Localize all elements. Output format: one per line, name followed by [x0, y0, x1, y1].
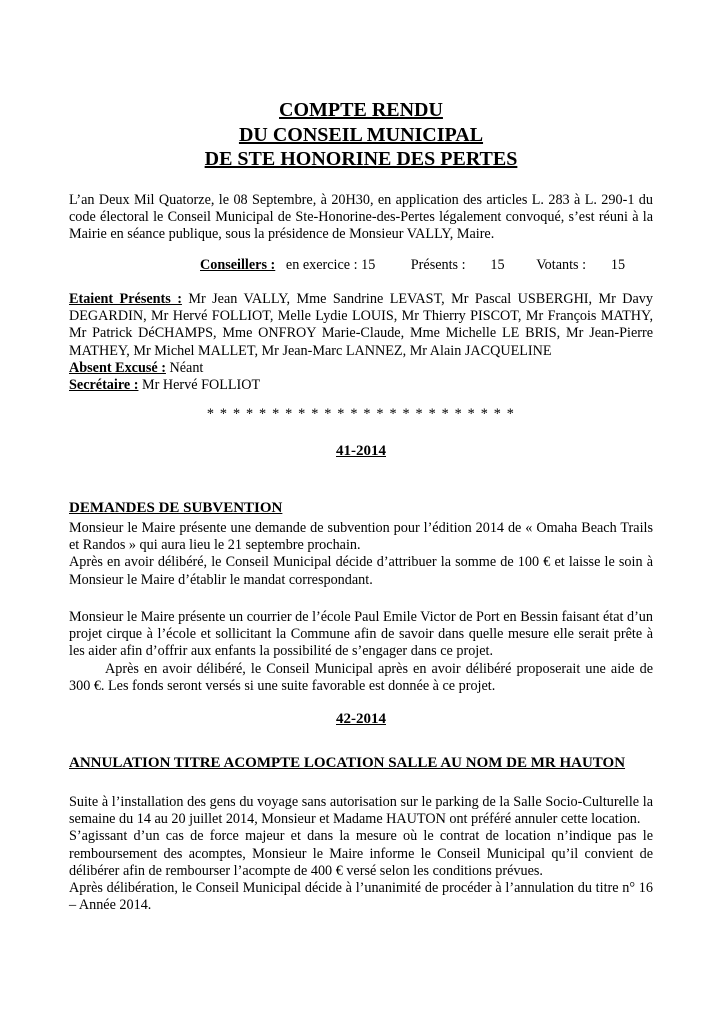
- present-count-label: Présents :: [410, 257, 466, 273]
- attendance-block: [69, 291, 653, 394]
- section-heading-subvention: DEMANDES DE SUBVENTION: [69, 500, 283, 516]
- subvention-paragraph-1: Monsieur le Maire présente une demande de subvention pour l’édition 2014 de « Omaha Beach Trails et Randos » qui aura lieu le 21 septembre prochain.: [69, 520, 653, 554]
- secretary: [69, 377, 653, 394]
- annulation-paragraph-1: Suite à l’installation des gens du voyage sans autorisation sur le parking de la Salle Socio-Culturelle la semaine du 14 au 20 juillet 2014, Monsieur et Madame HAUTON ont préféré annuler cette location.: [69, 794, 653, 828]
- councillors-label: Conseillers :: [200, 257, 276, 273]
- present-members-names: Mr Jean VALLY, Mme Sandrine LEVAST, Mr Pascal USBERGHI, Mr Davy DEGARDIN, Mr Hervé FOLLIOT, Melle Lydie LOUIS, Mr Thierry PISCOT, Mr François MATHY, Mr Patrick DéCHAMPS, Mme ONFROY Marie-Claude, Mme Michelle LE BRIS, Mr Jean-Pierre MATHEY, Mr Michel MALLET, Mr Jean-Marc LANNEZ, Mr Alain JACQUELINE: [69, 291, 653, 359]
- deliberation-number-42: 42-2014: [336, 711, 386, 727]
- present-count: 15: [490, 257, 505, 273]
- section-subvention-body: [69, 520, 653, 589]
- absent-members: [69, 360, 653, 377]
- annulation-paragraph-3: Après délibération, le Conseil Municipal décide à l’unanimité de procéder à l’annulation du titre n° 16 – Année 2014.: [69, 880, 653, 914]
- absent-value: Néant: [165, 359, 204, 376]
- secretary-value: Mr Hervé FOLLIOT: [138, 377, 261, 394]
- deliberation-number-41: 41-2014: [336, 443, 386, 459]
- present-members: [69, 291, 653, 360]
- present-members-label: Etaient Présents :: [69, 291, 182, 307]
- councillors-line: [200, 257, 660, 274]
- secretary-label: Secrétaire :: [69, 377, 139, 394]
- school-paragraph-1: Monsieur le Maire présente un courrier de l’école Paul Emile Victor de Port en Bessin faisant état d’un projet cirque à l’école et sollicitant la Commune afin de savoir dans quelle mesure elle serait prête à les aider afin d’offrir aux enfants la possibilité de s’engager dans ce projet.: [69, 609, 653, 660]
- section-school-body: [69, 609, 653, 695]
- voters-count: 15: [610, 257, 626, 273]
- in-office-count: en exercice : 15: [285, 257, 376, 273]
- section-annulation-body: [69, 794, 653, 914]
- subvention-paragraph-2: Après en avoir délibéré, le Conseil Municipal décide d’attribuer la somme de 100 € et laisse le soin à Monsieur le Maire d’établir le mandat correspondant.: [69, 554, 653, 588]
- title-line-1: COMPTE RENDU: [279, 99, 443, 121]
- section-heading-annulation: ANNULATION TITRE ACOMPTE LOCATION SALLE AU NOM DE MR HAUTON: [69, 755, 626, 771]
- separator-stars: * * * * * * * * * * * * * * * * * * * * * * * *: [206, 406, 516, 422]
- document-title: [69, 98, 653, 172]
- absent-label: Absent Excusé :: [69, 359, 166, 376]
- voters-count-label: Votants :: [536, 257, 587, 273]
- school-paragraph-2: Après en avoir délibéré, le Conseil Municipal après en avoir délibéré proposerait une aide de 300 €. Les fonds seront versés si une suite favorable est donnée à ce projet.: [69, 660, 653, 694]
- intro-paragraph: L’an Deux Mil Quatorze, le 08 Septembre, à 20H30, en application des articles L. 283 à L. 290-1 du code électoral le Conseil Municipal de Ste-Honorine-des-Pertes légalement convoqué, s’est réuni à la Mairie en séance publique, sous la présidence de Monsieur VALLY, Maire.: [69, 192, 653, 243]
- title-line-3: DE STE HONORINE DES PERTES: [204, 148, 518, 170]
- title-line-2: DU CONSEIL MUNICIPAL: [238, 123, 484, 146]
- annulation-paragraph-2: S’agissant d’un cas de force majeur et dans la mesure où le contrat de location n’indique pas le remboursement des acomptes, Monsieur le Maire informe le Conseil Municipal qu’il convient de délibérer afin de rembourser l’acompte de 400 € versé selon les conditions prévues.: [69, 828, 653, 879]
